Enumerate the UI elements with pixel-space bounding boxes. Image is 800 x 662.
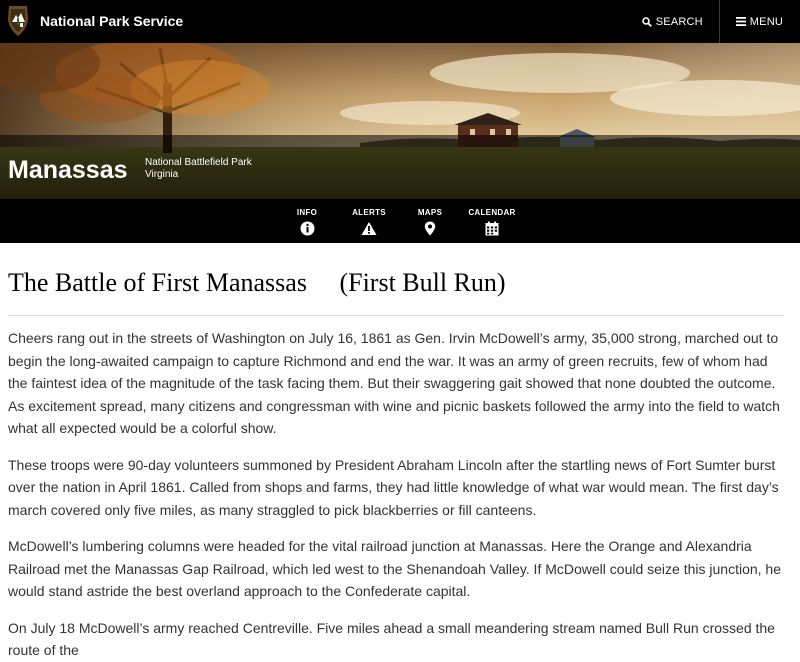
article-paragraph: Cheers rang out in the streets of Washington on July 16, 1861 as Gen. Irvin McDowell’s army, 35,000 strong, marched out to begin the long-awaited campaign to capture Richmond and end the war. It was an army of green recruits, few of whom had the faintest idea of the magnitude of the task facing them. But their swaggering gait showed that none doubted the outcome. As excitement spread, many citizens and congressman with wine and picnic baskets followed the army into the field to watch what all expected would be a colorful show. — [8, 330, 780, 436]
search-button[interactable] — [626, 0, 719, 43]
site-brand-link[interactable]: National Park Service — [40, 13, 184, 29]
park-designation: National Battlefield Park — [145, 157, 252, 168]
tool-maps-label: MAPS — [417, 208, 443, 217]
info-icon — [300, 217, 315, 238]
nps-arrowhead-logo-icon[interactable] — [7, 5, 29, 37]
tool-alerts[interactable] — [339, 199, 399, 243]
title-divider — [8, 315, 784, 316]
map-marker-icon — [424, 217, 436, 238]
tool-info[interactable] — [277, 199, 337, 243]
tool-info-label: INFO — [296, 208, 318, 217]
tool-maps[interactable] — [400, 199, 460, 243]
park-name[interactable]: Manassas — [8, 156, 128, 184]
tool-calendar[interactable] — [462, 199, 522, 243]
calendar-icon — [485, 217, 499, 238]
hamburger-icon — [736, 17, 746, 26]
search-icon — [642, 17, 652, 27]
tool-alerts-label: ALERTS — [352, 208, 386, 217]
park-subtitle — [145, 157, 252, 181]
site-header — [0, 0, 800, 43]
article-paragraph: McDowell’s lumbering columns were headed for the vital railroad junction at Manassas. Here the Orange and Alexandria Railroad met the Manassas Gap Railroad, which led west to the Shenandoah Valley. If McDowell could seize this junction, he would stand astride the best overland approach to the Confederate capital. — [8, 538, 782, 599]
tool-calendar-label: CALENDAR — [468, 208, 516, 217]
main-content — [8, 243, 784, 662]
header-actions — [626, 0, 800, 43]
park-tools-nav — [0, 199, 800, 243]
article-paragraph: These troops were 90-day volunteers summoned by President Abraham Lincoln after the startling news of Fort Sumter burst over the nation in April 1861. Called from shops and farms, they had little knowledge of what war would mean. The first day’s march covered only five miles, as many straggled to pick blackberries or fill canteens. — [8, 456, 779, 518]
article-paragraph: On July 18 McDowell’s army reached Centreville. Five miles ahead a small meandering stream named Bull Run crossed the route of the — [8, 619, 775, 658]
page-title: The Battle of First Manassas (First Bull Run) — [8, 268, 506, 297]
search-label: SEARCH — [655, 15, 703, 28]
menu-label: MENU — [749, 15, 783, 28]
menu-button[interactable] — [719, 0, 800, 43]
alert-icon — [361, 217, 377, 238]
park-state: Virginia — [145, 169, 179, 180]
